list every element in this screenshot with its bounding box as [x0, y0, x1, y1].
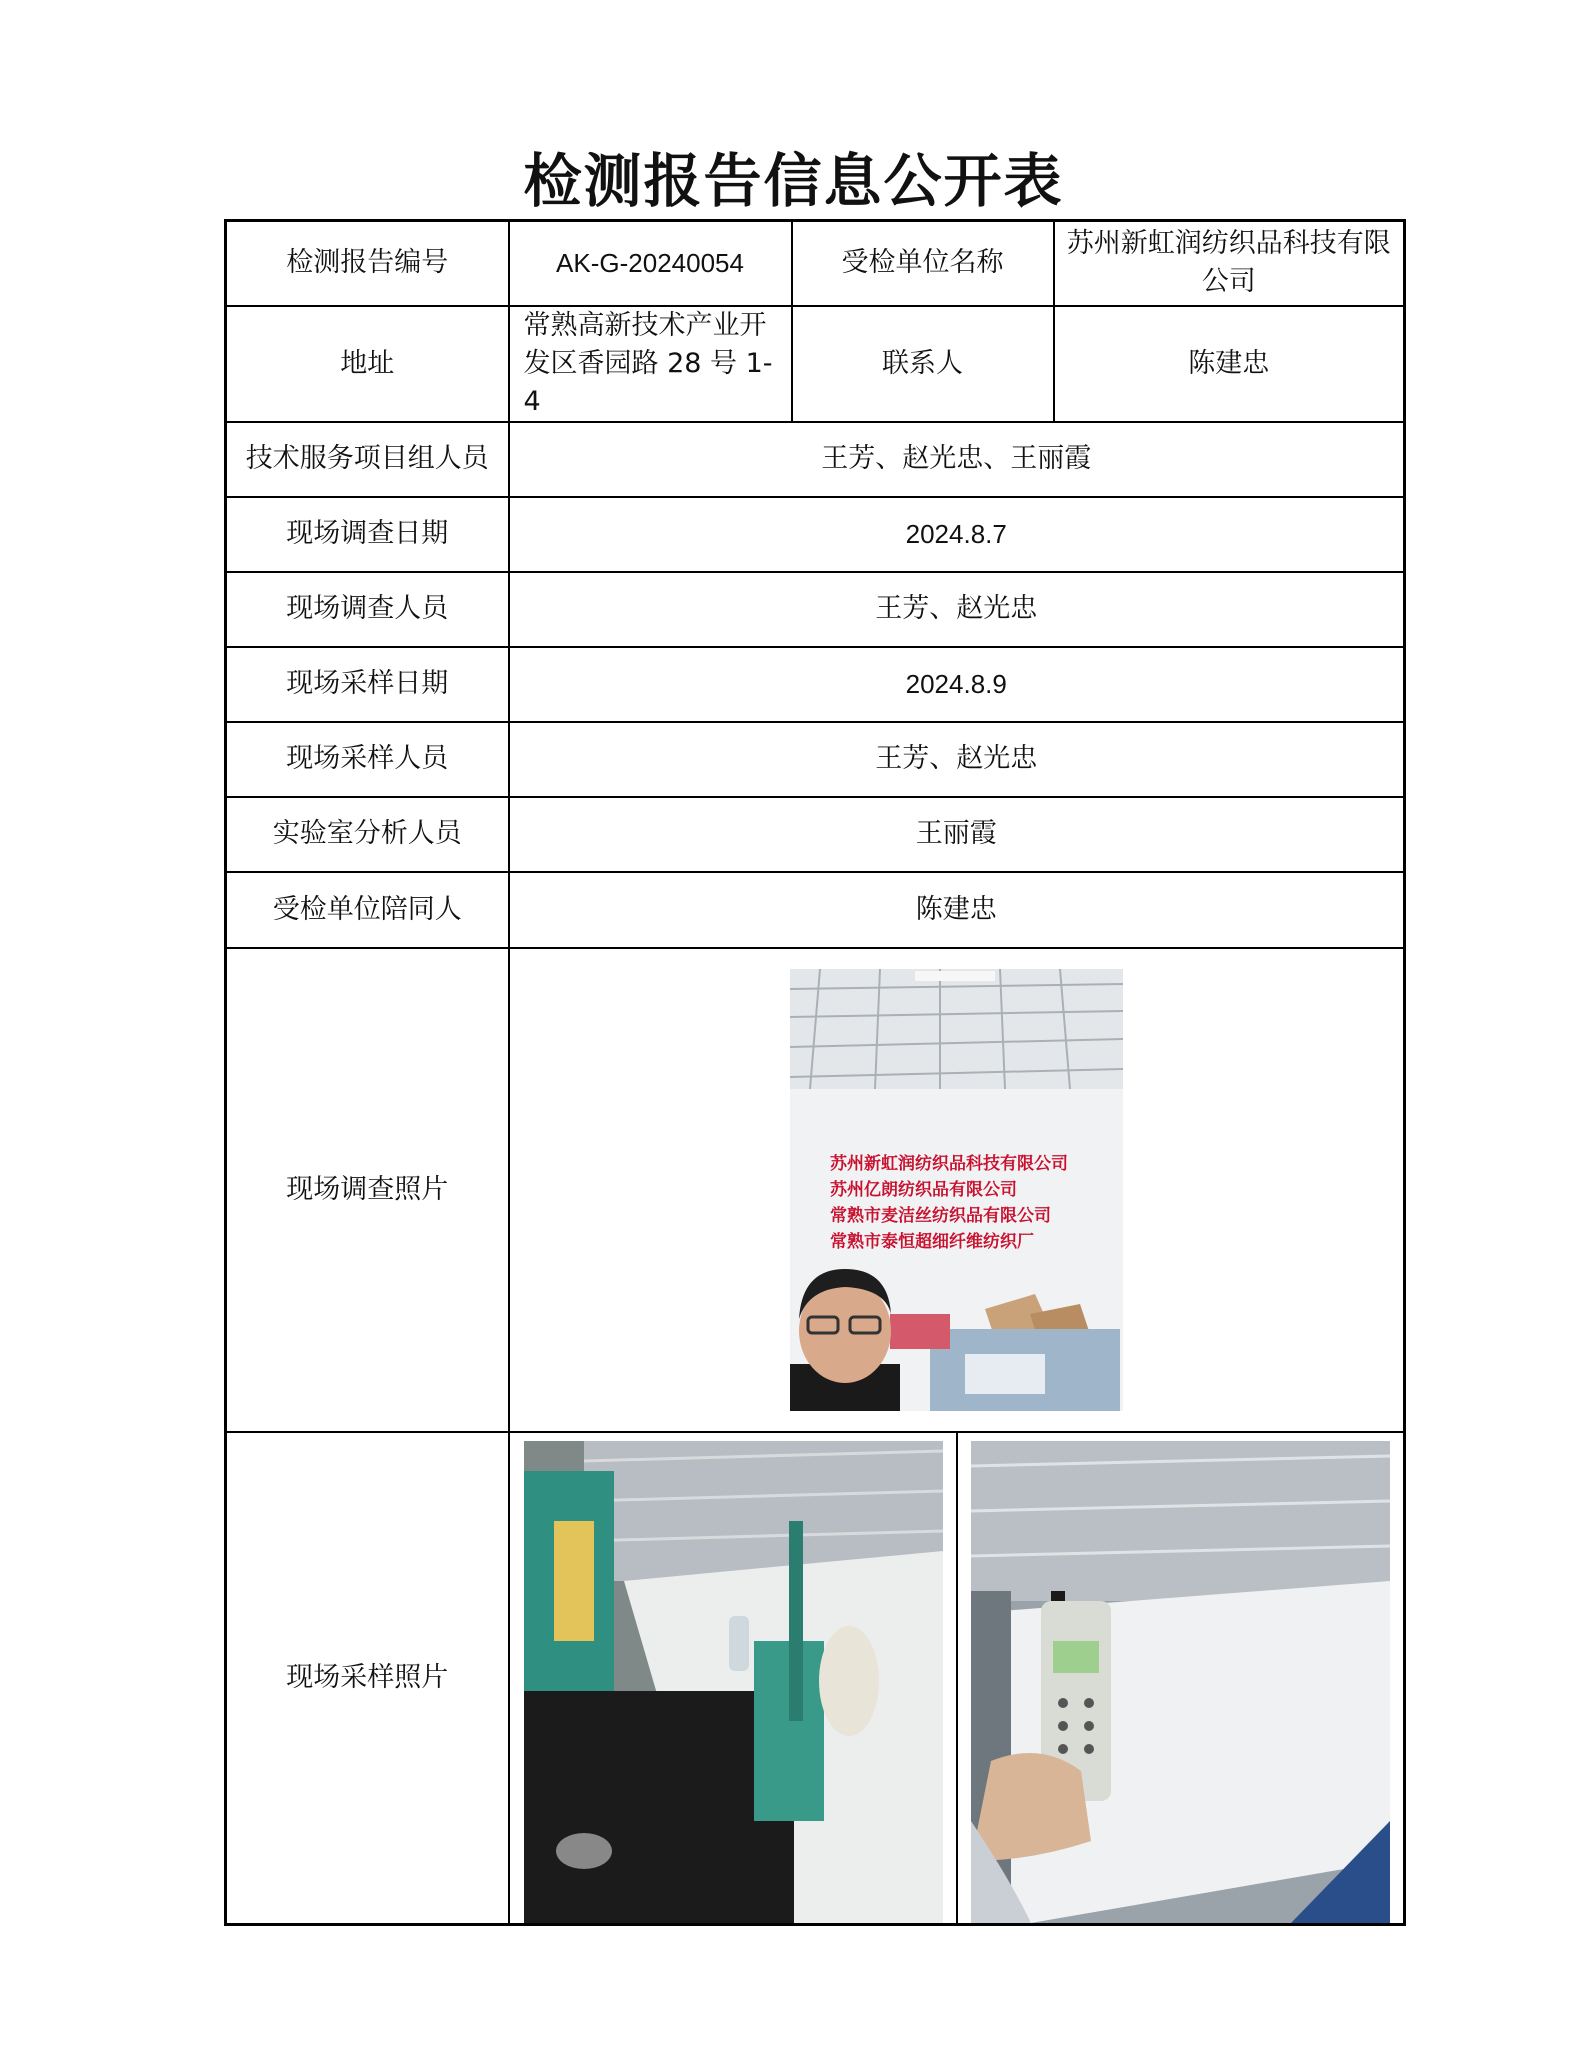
sampling-photo-left-image — [524, 1441, 943, 1923]
sampling-photo-left — [524, 1441, 943, 1923]
report-no-value: AK-G-20240054 — [509, 221, 792, 306]
table-row — [226, 422, 1405, 497]
escort-value: 陈建忠 — [509, 872, 1405, 948]
sign-line-4: 常熟市泰恒超细纤维纺织厂 — [829, 1231, 1034, 1252]
team-label: 技术服务项目组人员 — [226, 422, 509, 497]
sign-line-3: 常熟市麦洁丝纺织品有限公司 — [829, 1205, 1051, 1226]
survey-photo — [790, 969, 1123, 1411]
sampling-photo-right-image — [971, 1441, 1390, 1923]
address-label: 地址 — [226, 306, 509, 422]
sampling-date-label: 现场采样日期 — [226, 647, 509, 722]
contact-label: 联系人 — [792, 306, 1054, 422]
survey-photo-label: 现场调查照片 — [226, 948, 509, 1432]
survey-staff-label: 现场调查人员 — [226, 572, 509, 647]
report-table — [224, 219, 1406, 1926]
sampling-photo-right — [971, 1441, 1390, 1923]
table-row — [226, 948, 1405, 1432]
survey-photo-image — [790, 969, 1123, 1411]
table-row — [226, 306, 1405, 422]
photo-divider — [956, 1433, 958, 1923]
survey-date-value: 2024.8.7 — [509, 497, 1405, 572]
sampling-date-value: 2024.8.9 — [509, 647, 1405, 722]
lab-staff-label: 实验室分析人员 — [226, 797, 509, 872]
escort-label: 受检单位陪同人 — [226, 872, 509, 948]
report-no-label: 检测报告编号 — [226, 221, 509, 306]
survey-date-label: 现场调查日期 — [226, 497, 509, 572]
table-row — [226, 647, 1405, 722]
sampling-photo-label: 现场采样照片 — [226, 1432, 509, 1925]
page-title: 检测报告信息公开表 — [523, 147, 1064, 215]
table-row — [226, 572, 1405, 647]
address-value: 常熟高新技术产业开发区香园路 28 号 1-4 — [509, 306, 792, 422]
sampling-staff-value: 王芳、赵光忠 — [509, 722, 1405, 797]
sign-line-1: 苏州新虹润纺织品科技有限公司 — [829, 1153, 1068, 1174]
survey-staff-value: 王芳、赵光忠 — [509, 572, 1405, 647]
table-row — [226, 797, 1405, 872]
contact-value: 陈建忠 — [1054, 306, 1405, 422]
table-row — [226, 221, 1405, 306]
sampling-staff-label: 现场采样人员 — [226, 722, 509, 797]
table-row — [226, 872, 1405, 948]
lab-staff-value: 王丽霞 — [509, 797, 1405, 872]
table-row — [226, 722, 1405, 797]
unit-name-value: 苏州新虹润纺织品科技有限公司 — [1054, 221, 1405, 306]
survey-photo-cell — [509, 948, 1405, 1432]
unit-name-label: 受检单位名称 — [792, 221, 1054, 306]
table-row — [226, 1432, 1405, 1925]
sampling-photo-cell — [509, 1432, 1405, 1925]
team-value: 王芳、赵光忠、王丽霞 — [509, 422, 1405, 497]
sign-line-2: 苏州亿朗纺织品有限公司 — [829, 1179, 1017, 1200]
table-row — [226, 497, 1405, 572]
